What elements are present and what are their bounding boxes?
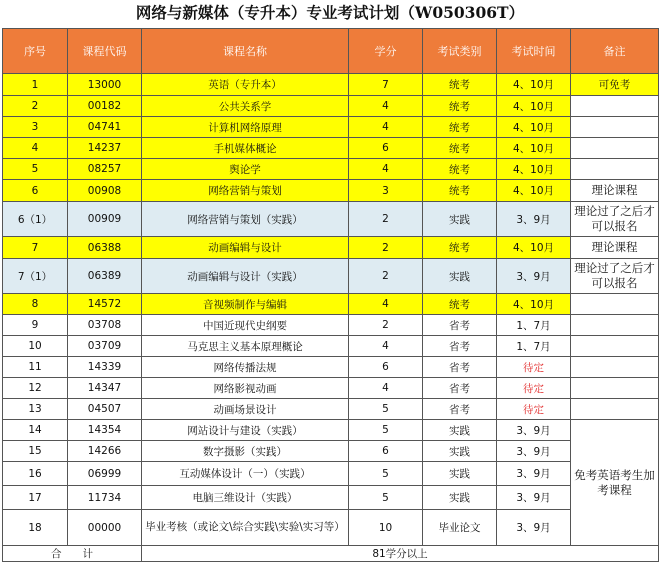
table-row [3, 74, 659, 96]
cell-name: 公共关系学 [142, 96, 349, 117]
table-row [3, 294, 659, 315]
cell-name: 马克思主义基本原理概论 [142, 336, 349, 357]
cell-no: 7（1） [3, 259, 68, 294]
cell-note [571, 357, 659, 378]
table-row [3, 237, 659, 259]
cell-note [571, 96, 659, 117]
cell-type: 省考 [423, 399, 497, 420]
cell-type: 省考 [423, 315, 497, 336]
table-row [3, 159, 659, 180]
cell-time: 3、9月 [497, 441, 571, 462]
cell-time: 3、9月 [497, 259, 571, 294]
table-row [3, 259, 659, 294]
exam-plan-table [2, 28, 659, 562]
cell-code: 00909 [68, 202, 142, 237]
cell-code: 04741 [68, 117, 142, 138]
cell-no: 5 [3, 159, 68, 180]
total-value: 81学分以上 [142, 546, 659, 562]
cell-no: 9 [3, 315, 68, 336]
cell-time: 3、9月 [497, 486, 571, 510]
cell-no: 14 [3, 420, 68, 441]
cell-type: 统考 [423, 159, 497, 180]
cell-note [571, 294, 659, 315]
cell-code: 14572 [68, 294, 142, 315]
cell-code: 00908 [68, 180, 142, 202]
cell-note-merged: 免考英语考生加考课程 [571, 420, 659, 546]
cell-type: 统考 [423, 294, 497, 315]
table-row [3, 96, 659, 117]
cell-note [571, 159, 659, 180]
cell-name: 动画编辑与设计（实践） [142, 259, 349, 294]
cell-name: 网络营销与策划 [142, 180, 349, 202]
cell-no: 1 [3, 74, 68, 96]
table-header-row [3, 29, 659, 74]
cell-code: 04507 [68, 399, 142, 420]
cell-name: 数字摄影（实践） [142, 441, 349, 462]
cell-note: 可免考 [571, 74, 659, 96]
cell-code: 03708 [68, 315, 142, 336]
cell-type: 统考 [423, 138, 497, 159]
cell-code: 06389 [68, 259, 142, 294]
table-row [3, 462, 659, 486]
cell-code: 13000 [68, 74, 142, 96]
cell-type: 实践 [423, 259, 497, 294]
header-note: 备注 [571, 29, 659, 74]
header-code: 课程代码 [68, 29, 142, 74]
cell-type: 省考 [423, 357, 497, 378]
cell-type: 省考 [423, 378, 497, 399]
cell-name: 互动媒体设计（一）（实践） [142, 462, 349, 486]
cell-credit: 5 [349, 462, 423, 486]
cell-time: 4、10月 [497, 180, 571, 202]
cell-credit: 4 [349, 159, 423, 180]
cell-credit: 3 [349, 180, 423, 202]
cell-no: 3 [3, 117, 68, 138]
table-row [3, 336, 659, 357]
cell-type: 实践 [423, 462, 497, 486]
cell-credit: 4 [349, 378, 423, 399]
cell-code: 06999 [68, 462, 142, 486]
cell-type: 省考 [423, 336, 497, 357]
cell-type: 实践 [423, 486, 497, 510]
cell-name: 手机媒体概论 [142, 138, 349, 159]
header-type: 考试类别 [423, 29, 497, 74]
header-no: 序号 [3, 29, 68, 74]
cell-name: 中国近现代史纲要 [142, 315, 349, 336]
header-name: 课程名称 [142, 29, 349, 74]
cell-code: 14354 [68, 420, 142, 441]
table-row [3, 378, 659, 399]
cell-credit: 5 [349, 420, 423, 441]
cell-note: 理论课程 [571, 237, 659, 259]
cell-code: 03709 [68, 336, 142, 357]
cell-credit: 4 [349, 117, 423, 138]
cell-name: 毕业考核（或论文\综合实践\实验\实习等） [142, 510, 349, 546]
header-time: 考试时间 [497, 29, 571, 74]
cell-name: 电脑三维设计（实践） [142, 486, 349, 510]
cell-name: 英语（专升本） [142, 74, 349, 96]
cell-code: 11734 [68, 486, 142, 510]
table-row [3, 180, 659, 202]
table-row [3, 441, 659, 462]
cell-time: 1、7月 [497, 336, 571, 357]
cell-credit: 4 [349, 96, 423, 117]
cell-time: 3、9月 [497, 420, 571, 441]
cell-note [571, 336, 659, 357]
cell-note: 理论过了之后才可以报名 [571, 202, 659, 237]
cell-credit: 2 [349, 259, 423, 294]
cell-time: 4、10月 [497, 294, 571, 315]
cell-type: 实践 [423, 420, 497, 441]
cell-name: 音视频制作与编辑 [142, 294, 349, 315]
cell-code: 08257 [68, 159, 142, 180]
cell-time: 待定 [497, 399, 571, 420]
cell-credit: 5 [349, 486, 423, 510]
cell-note: 理论过了之后才可以报名 [571, 259, 659, 294]
cell-note [571, 138, 659, 159]
cell-code: 14266 [68, 441, 142, 462]
cell-type: 统考 [423, 180, 497, 202]
cell-time: 待定 [497, 357, 571, 378]
cell-no: 16 [3, 462, 68, 486]
cell-name: 网络传播法规 [142, 357, 349, 378]
cell-credit: 2 [349, 202, 423, 237]
cell-no: 10 [3, 336, 68, 357]
cell-code: 06388 [68, 237, 142, 259]
cell-code: 00000 [68, 510, 142, 546]
cell-time: 3、9月 [497, 462, 571, 486]
cell-no: 8 [3, 294, 68, 315]
table-row [3, 315, 659, 336]
cell-note: 理论课程 [571, 180, 659, 202]
cell-note [571, 315, 659, 336]
cell-code: 14339 [68, 357, 142, 378]
cell-type: 统考 [423, 117, 497, 138]
cell-no: 6 [3, 180, 68, 202]
cell-name: 网站设计与建设（实践） [142, 420, 349, 441]
page-title: 网络与新媒体（专升本）专业考试计划（W050306T） [135, 3, 525, 22]
cell-no: 6（1） [3, 202, 68, 237]
table-row [3, 510, 659, 546]
cell-credit: 4 [349, 336, 423, 357]
table-row [3, 202, 659, 237]
cell-credit: 5 [349, 399, 423, 420]
cell-note [571, 399, 659, 420]
cell-time: 4、10月 [497, 237, 571, 259]
total-row [3, 546, 659, 562]
cell-time: 3、9月 [497, 510, 571, 546]
cell-credit: 7 [349, 74, 423, 96]
cell-credit: 6 [349, 441, 423, 462]
cell-no: 17 [3, 486, 68, 510]
cell-name: 动画编辑与设计 [142, 237, 349, 259]
cell-no: 7 [3, 237, 68, 259]
table-row [3, 357, 659, 378]
cell-note [571, 378, 659, 399]
cell-name: 网络营销与策划（实践） [142, 202, 349, 237]
cell-credit: 2 [349, 237, 423, 259]
cell-time: 4、10月 [497, 74, 571, 96]
table-row [3, 399, 659, 420]
cell-time: 3、9月 [497, 202, 571, 237]
cell-code: 14237 [68, 138, 142, 159]
cell-type: 实践 [423, 202, 497, 237]
cell-time: 待定 [497, 378, 571, 399]
cell-note [571, 117, 659, 138]
cell-type: 统考 [423, 96, 497, 117]
cell-type: 毕业论文 [423, 510, 497, 546]
cell-credit: 6 [349, 357, 423, 378]
cell-name: 计算机网络原理 [142, 117, 349, 138]
cell-no: 18 [3, 510, 68, 546]
total-label: 合 计 [3, 546, 142, 562]
cell-no: 15 [3, 441, 68, 462]
cell-code: 00182 [68, 96, 142, 117]
cell-no: 12 [3, 378, 68, 399]
table-row [3, 420, 659, 441]
cell-no: 4 [3, 138, 68, 159]
cell-credit: 2 [349, 315, 423, 336]
cell-credit: 4 [349, 294, 423, 315]
cell-time: 4、10月 [497, 96, 571, 117]
table-row [3, 117, 659, 138]
cell-type: 统考 [423, 74, 497, 96]
header-credit: 学分 [349, 29, 423, 74]
table-row [3, 486, 659, 510]
cell-time: 4、10月 [497, 117, 571, 138]
cell-time: 4、10月 [497, 159, 571, 180]
table-row [3, 138, 659, 159]
cell-no: 11 [3, 357, 68, 378]
cell-no: 2 [3, 96, 68, 117]
cell-credit: 10 [349, 510, 423, 546]
cell-time: 4、10月 [497, 138, 571, 159]
cell-name: 网络影视动画 [142, 378, 349, 399]
cell-name: 舆论学 [142, 159, 349, 180]
cell-code: 14347 [68, 378, 142, 399]
cell-name: 动画场景设计 [142, 399, 349, 420]
cell-type: 实践 [423, 441, 497, 462]
cell-no: 13 [3, 399, 68, 420]
cell-credit: 6 [349, 138, 423, 159]
cell-time: 1、7月 [497, 315, 571, 336]
cell-type: 统考 [423, 237, 497, 259]
